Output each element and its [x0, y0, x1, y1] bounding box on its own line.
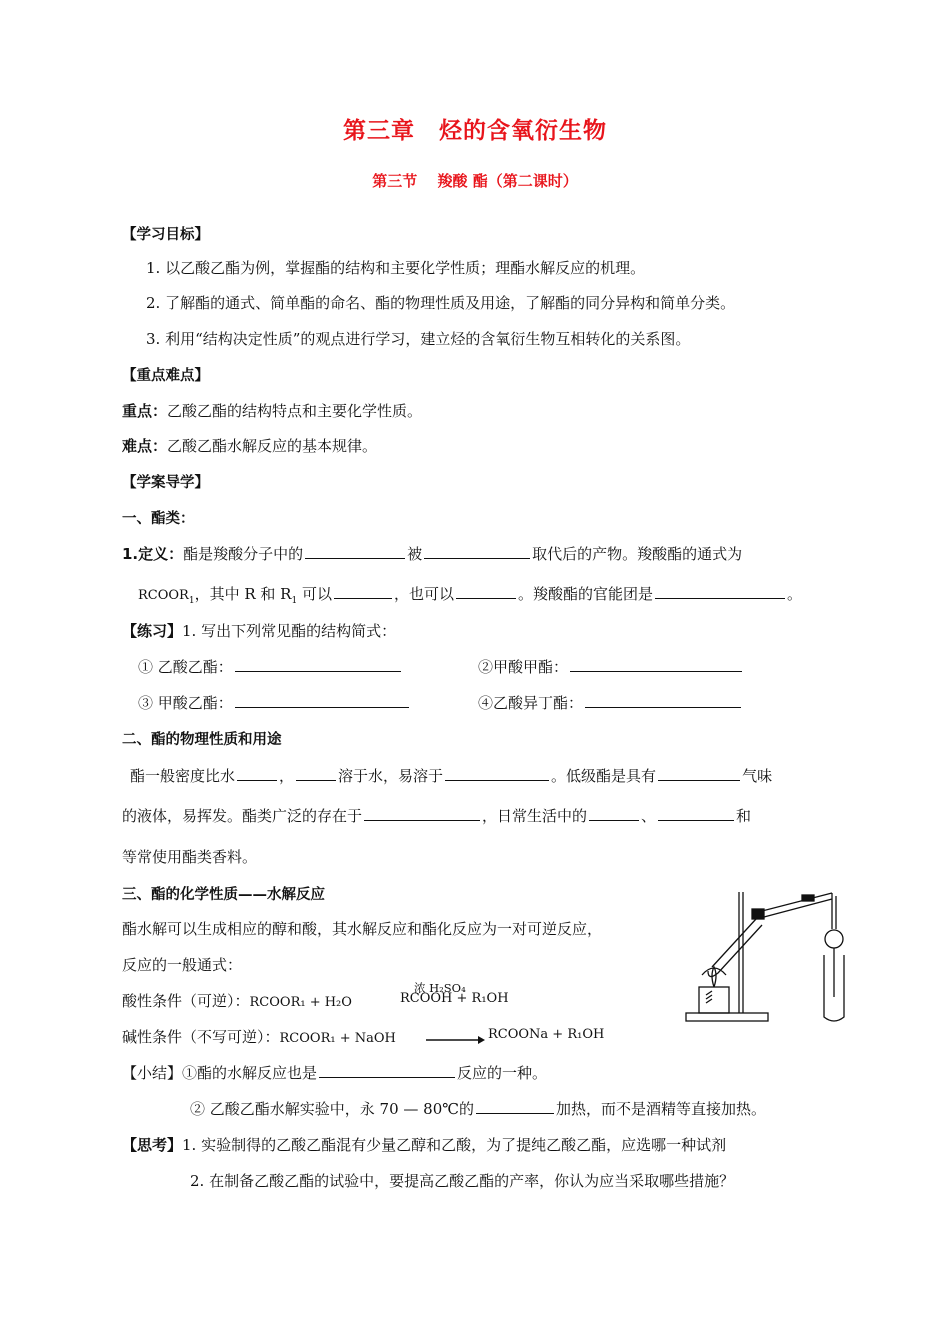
page-subtitle: 第三节 羧酸 酯（第二课时） — [372, 172, 578, 190]
blank-field[interactable] — [296, 766, 336, 781]
practice-item-label: ① 乙酸乙酯： — [138, 658, 233, 676]
difficulty-text: 乙酸乙酯水解反应的基本规律。 — [167, 437, 378, 455]
practice-item — [478, 656, 744, 677]
physical-line2 — [122, 805, 751, 826]
physical-text: 气味 — [742, 767, 773, 785]
base-equation — [122, 1026, 396, 1047]
key-point — [122, 400, 422, 421]
guide-header: 【学案导学】 — [122, 475, 209, 491]
goal-item: 1. 以乙酸乙酯为例，掌握酯的结构和主要化学性质；理酯水解反应的机理。 — [146, 259, 646, 277]
physical-text: 、 — [641, 807, 657, 825]
goals-header: 【学习目标】 — [122, 227, 209, 243]
reaction-arrow-icon — [424, 1034, 486, 1046]
base-reactants: RCOOR₁ + NaOH — [279, 1031, 396, 1046]
blank-field[interactable] — [235, 657, 401, 672]
practice-item — [478, 692, 743, 713]
page-title: 第三章 烃的含氧衍生物 — [343, 117, 607, 144]
chem-line2: 反应的一般通式： — [122, 956, 243, 974]
key-header: 【重点难点】 — [122, 368, 209, 384]
summary-line2 — [190, 1098, 766, 1119]
definition-text: ，也可以 — [394, 585, 455, 603]
physical-text: 溶于水，易溶于 — [338, 767, 444, 785]
physical-text: 的液体，易挥发。酯类广泛的存在于 — [122, 807, 363, 825]
blank-field[interactable] — [235, 693, 409, 708]
goal-item: 3. 利用“结构决定性质”的观点进行学习，建立烃的含氧衍生物互相转化的关系图。 — [146, 330, 691, 348]
part3-header: 三、酯的化学性质——水解反应 — [122, 887, 325, 903]
part1-header: 一、酯类： — [122, 511, 195, 527]
blank-field[interactable] — [319, 1063, 455, 1078]
difficulty-label: 难点： — [122, 437, 168, 455]
practice-item-label: ④乙酸异丁酯： — [478, 694, 584, 712]
summary-label: 【小结】 — [122, 1064, 183, 1082]
catalyst-label: 浓 H₂SO₄ — [414, 981, 466, 995]
definition-text: ，其中 R 和 R — [194, 585, 292, 603]
key-text: 乙酸乙酯的结构特点和主要化学性质。 — [167, 402, 423, 420]
physical-text: ，日常生活中的 — [482, 807, 588, 825]
blank-field[interactable] — [589, 806, 639, 821]
blank-field[interactable] — [424, 544, 530, 559]
chem-line1: 酯水解可以生成相应的醇和酸，其水解反应和酯化反应为一对可逆反应， — [122, 920, 603, 938]
part2-header: 二、酯的物理性质和用途 — [122, 732, 282, 748]
practice-item-label: ③ 甲酸乙酯： — [138, 694, 233, 712]
distillation-apparatus-icon — [684, 887, 854, 1027]
definition-text: 取代后的产物。羧酸酯的通式为 — [532, 545, 743, 563]
summary-text: ①酯的水解反应也是 — [182, 1064, 318, 1082]
blank-field[interactable] — [585, 693, 741, 708]
think-text: 1. 实验制得的乙酸乙酯混有少量乙醇和乙酸，为了提纯乙酸乙酯，应选哪一种试剂 — [182, 1136, 727, 1154]
physical-text: 和 — [736, 807, 752, 825]
definition-text: 酯是羧酸分子中的 — [183, 545, 304, 563]
physical-text: 。低级酯是具有 — [551, 767, 657, 785]
summary-text: 加热，而不是酒精等直接加热。 — [556, 1100, 767, 1118]
definition-label: 1.定义： — [122, 545, 184, 563]
key-label: 重点： — [122, 402, 168, 420]
definition-text: 。羧酸酯的官能团是 — [518, 585, 654, 603]
think-line2: 2. 在制备乙酸乙酯的试验中，要提高乙酸乙酯的产率，你认为应当采取哪些措施？ — [190, 1172, 735, 1190]
think-line1 — [122, 1134, 726, 1155]
summary-text: 反应的一种。 — [457, 1064, 548, 1082]
blank-field[interactable] — [456, 584, 516, 599]
practice-label: 【练习】 — [122, 622, 183, 640]
physical-text: ， — [279, 767, 295, 785]
formula-text: RCOOR — [138, 588, 189, 603]
practice-line — [122, 620, 396, 641]
blank-field[interactable] — [305, 544, 405, 559]
acid-reactants: RCOOR₁ + H₂O — [249, 995, 352, 1010]
practice-item-label: ②甲酸甲酯： — [478, 658, 569, 676]
blank-field[interactable] — [334, 584, 392, 599]
blank-field[interactable] — [445, 766, 549, 781]
formula-subscript: 1 — [188, 596, 195, 606]
definition-text: 被 — [407, 545, 423, 563]
practice-item — [138, 692, 411, 713]
acid-equation — [122, 990, 352, 1011]
base-label: 碱性条件（不写可逆）： — [122, 1028, 280, 1046]
physical-line3: 等常使用酯类香料。 — [122, 848, 258, 866]
definition-text: 。 — [787, 585, 803, 603]
blank-field[interactable] — [476, 1099, 554, 1114]
blank-field[interactable] — [655, 584, 785, 599]
blank-field[interactable] — [570, 657, 742, 672]
physical-line1 — [130, 765, 772, 786]
definition-line2 — [138, 583, 802, 606]
difficulty-point — [122, 435, 377, 456]
formula-subscript: 1 — [291, 596, 298, 606]
base-products: RCOONa + R₁OH — [488, 1027, 605, 1042]
blank-field[interactable] — [658, 806, 734, 821]
physical-text: 酯一般密度比水 — [130, 767, 236, 785]
acid-label: 酸性条件（可逆）： — [122, 992, 250, 1010]
think-label: 【思考】 — [122, 1136, 183, 1154]
blank-field[interactable] — [658, 766, 740, 781]
blank-field[interactable] — [237, 766, 277, 781]
goal-item: 2. 了解酯的通式、简单酯的命名、酯的物理性质及用途，了解酯的同分异构和简单分类。 — [146, 294, 736, 312]
blank-field[interactable] — [364, 806, 480, 821]
summary-line1 — [122, 1062, 547, 1083]
definition-text: 可以 — [297, 585, 332, 603]
summary-text: ② 乙酸乙酯水解实验中，永 70 — 80℃的 — [190, 1100, 475, 1118]
acid-products: RCOOH + R₁OH — [400, 991, 509, 1006]
practice-text: 1. 写出下列常见酯的结构简式： — [182, 622, 397, 640]
definition-line1 — [122, 543, 742, 564]
practice-item — [138, 656, 403, 677]
